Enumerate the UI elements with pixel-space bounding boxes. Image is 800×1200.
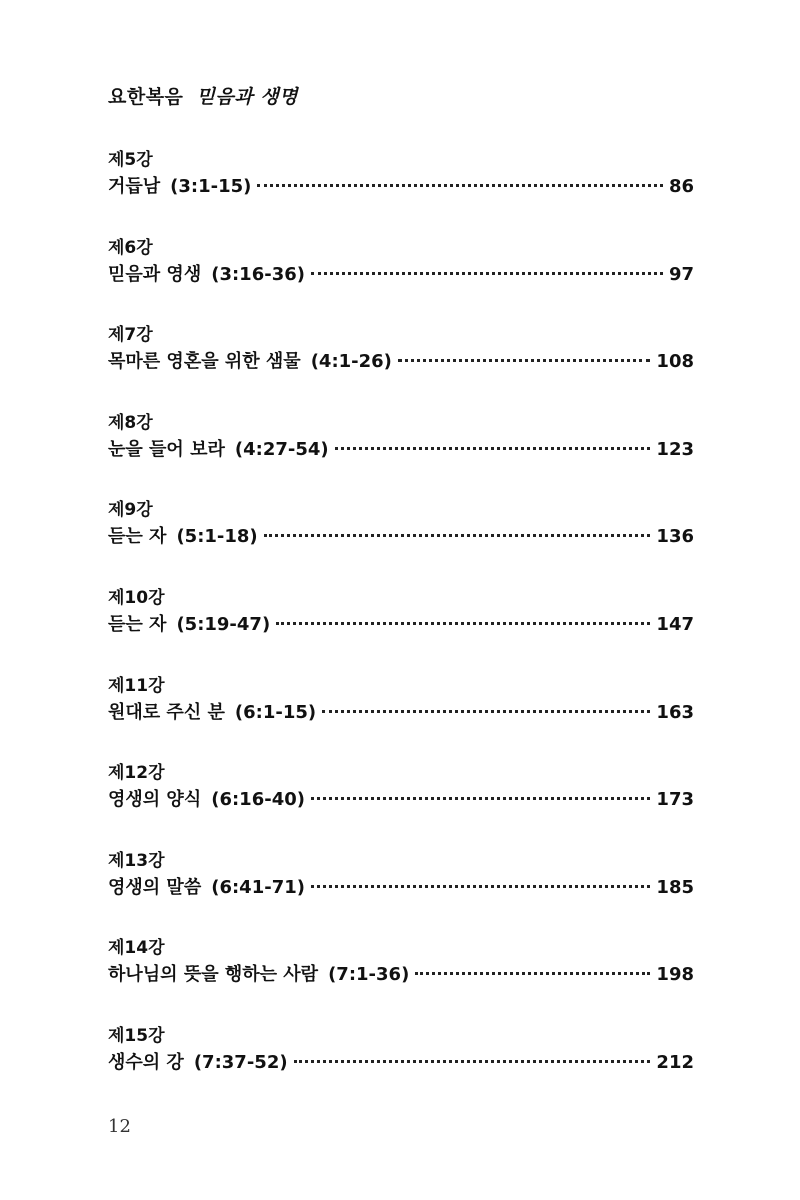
toc-page-number: 163: [656, 701, 694, 723]
lecture-title: 영생의 양식: [108, 789, 202, 811]
dot-leader: [294, 1060, 651, 1063]
lecture-number: 제9강: [108, 500, 153, 521]
lecture-number: 제10강: [108, 587, 165, 608]
toc-line: [108, 700, 694, 726]
dot-leader: [311, 797, 650, 800]
toc-entry: [108, 849, 694, 937]
lecture-title: 듣는 자: [108, 526, 167, 548]
book-title: 요한복음: [108, 86, 184, 108]
scripture-reference: (5:19-47): [176, 613, 271, 635]
toc-line: [108, 787, 694, 813]
toc-line: [108, 174, 694, 200]
toc-line: [108, 612, 694, 638]
toc-page-number: 136: [656, 526, 694, 548]
toc-page-number: 108: [656, 351, 694, 373]
scripture-reference: (5:1-18): [176, 526, 258, 548]
toc-entry: [108, 674, 694, 762]
scripture-reference: (3:1-15): [170, 176, 252, 197]
toc-line: [108, 262, 694, 288]
dot-leader: [311, 272, 663, 275]
toc-entry: [108, 236, 694, 324]
lecture-title: 목마른 영혼을 위한 샘물: [108, 351, 301, 373]
toc-entry: [108, 148, 694, 236]
toc-page-number: 173: [656, 789, 694, 811]
toc-entry: [108, 586, 694, 674]
lecture-title: 원대로 주신 분: [108, 701, 225, 723]
lecture-number: 제6강: [108, 237, 153, 258]
toc-line: [108, 1050, 694, 1076]
toc-page-number: 185: [656, 876, 694, 898]
toc-page-number: 123: [656, 438, 694, 460]
lecture-title: 거듭남: [108, 176, 161, 197]
dot-leader: [415, 972, 650, 975]
toc-page-number: 86: [668, 176, 694, 197]
toc-entry: [108, 498, 694, 586]
toc-line: [108, 524, 694, 550]
toc-page-number: 212: [656, 1051, 694, 1073]
toc-page-number: 97: [668, 263, 694, 285]
scripture-reference: (6:16-40): [211, 789, 305, 811]
lecture-number: 제15강: [108, 1025, 165, 1046]
scripture-reference: (3:16-36): [211, 263, 305, 285]
table-of-contents: [108, 148, 694, 1112]
toc-entry: [108, 323, 694, 411]
running-header: [108, 82, 298, 109]
toc-page-number: 147: [656, 613, 694, 635]
lecture-title: 하나님의 뜻을 행하는 사람: [108, 964, 319, 986]
lecture-title: 믿음과 영생: [108, 263, 202, 285]
lecture-number: 제12강: [108, 763, 165, 784]
dot-leader: [311, 885, 650, 888]
page-number: 12: [108, 1116, 131, 1137]
lecture-number: 제11강: [108, 675, 165, 696]
toc-entry: [108, 936, 694, 1024]
scripture-reference: (6:1-15): [234, 701, 317, 723]
book-subtitle: 믿음과 생명: [196, 86, 298, 108]
dot-leader: [257, 184, 663, 187]
dot-leader: [322, 710, 650, 713]
lecture-number: 제13강: [108, 850, 165, 871]
lecture-title: 생수의 강: [108, 1051, 184, 1073]
scripture-reference: (7:37-52): [193, 1051, 288, 1073]
lecture-number: 제8강: [108, 412, 153, 433]
toc-entry: [108, 761, 694, 849]
lecture-title: 영생의 말씀: [108, 876, 202, 898]
lecture-title: 듣는 자: [108, 613, 167, 635]
dot-leader: [398, 359, 651, 362]
lecture-number: 제7강: [108, 325, 153, 346]
toc-entry: [108, 1024, 694, 1112]
scripture-reference: (4:27-54): [234, 438, 329, 460]
toc-entry: [108, 411, 694, 499]
scripture-reference: (6:41-71): [211, 876, 305, 898]
toc-line: [108, 962, 694, 988]
toc-page-number: 198: [656, 964, 694, 986]
lecture-title: 눈을 들어 보라: [108, 438, 225, 460]
toc-line: [108, 875, 694, 901]
scripture-reference: (7:1-36): [328, 964, 410, 986]
dot-leader: [264, 534, 651, 537]
lecture-number: 제14강: [108, 938, 165, 959]
dot-leader: [276, 622, 650, 625]
dot-leader: [335, 447, 651, 450]
toc-line: [108, 349, 694, 375]
lecture-number: 제5강: [108, 150, 153, 170]
toc-line: [108, 437, 694, 463]
scripture-reference: (4:1-26): [310, 351, 392, 373]
